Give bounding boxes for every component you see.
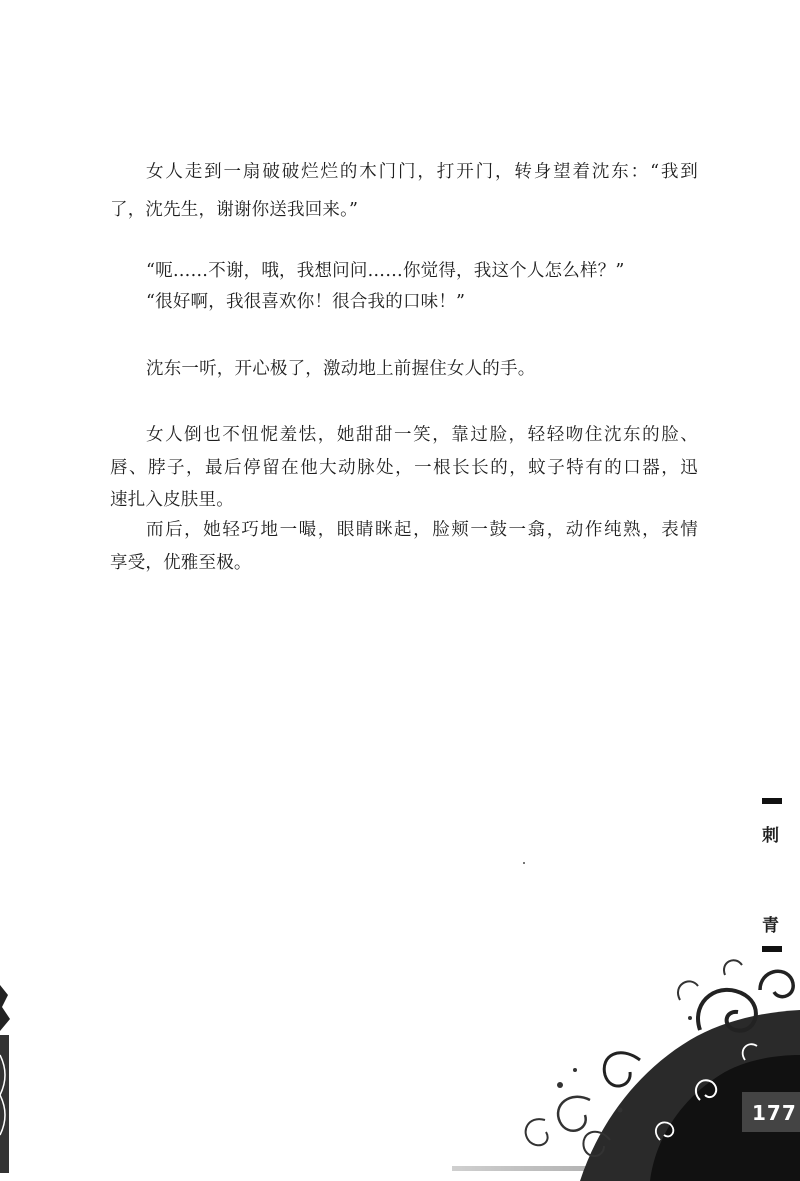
paragraph-line: 了，沈先生，谢谢你送我回来。” — [110, 200, 359, 220]
paragraph-line: “很好啊，我很喜欢你！很合我的口味！” — [146, 292, 466, 312]
paragraph-line: 女人倒也不忸怩羞怯，她甜甜一笑，靠过脸，轻轻吻住沈东的脸、 — [146, 425, 698, 445]
paragraph-line: 享受，优雅至极。 — [110, 553, 252, 573]
paragraph-line: 女人走到一扇破破烂烂的木门门，打开门，转身望着沈东：“我到 — [146, 162, 698, 182]
paragraph-line: 唇、脖子，最后停留在他大动脉处，一根长长的，蚊子特有的口器，迅 — [110, 458, 698, 478]
side-title-char: 刺 — [762, 826, 779, 846]
paragraph-line: 而后，她轻巧地一嘬，眼睛眯起，脸颊一鼓一翕，动作纯熟，表情 — [146, 520, 698, 540]
paragraph-line: “呃……不谢，哦，我想问问……你觉得，我这个人怎么样？” — [146, 261, 625, 281]
paragraph-line: 速扎入皮肤里。 — [110, 490, 234, 510]
paragraph-line: 沈东一听，开心极了，激动地上前握住女人的手。 — [146, 359, 536, 379]
side-title-char: 青 — [762, 916, 779, 936]
page-number: 177 — [752, 1101, 797, 1125]
